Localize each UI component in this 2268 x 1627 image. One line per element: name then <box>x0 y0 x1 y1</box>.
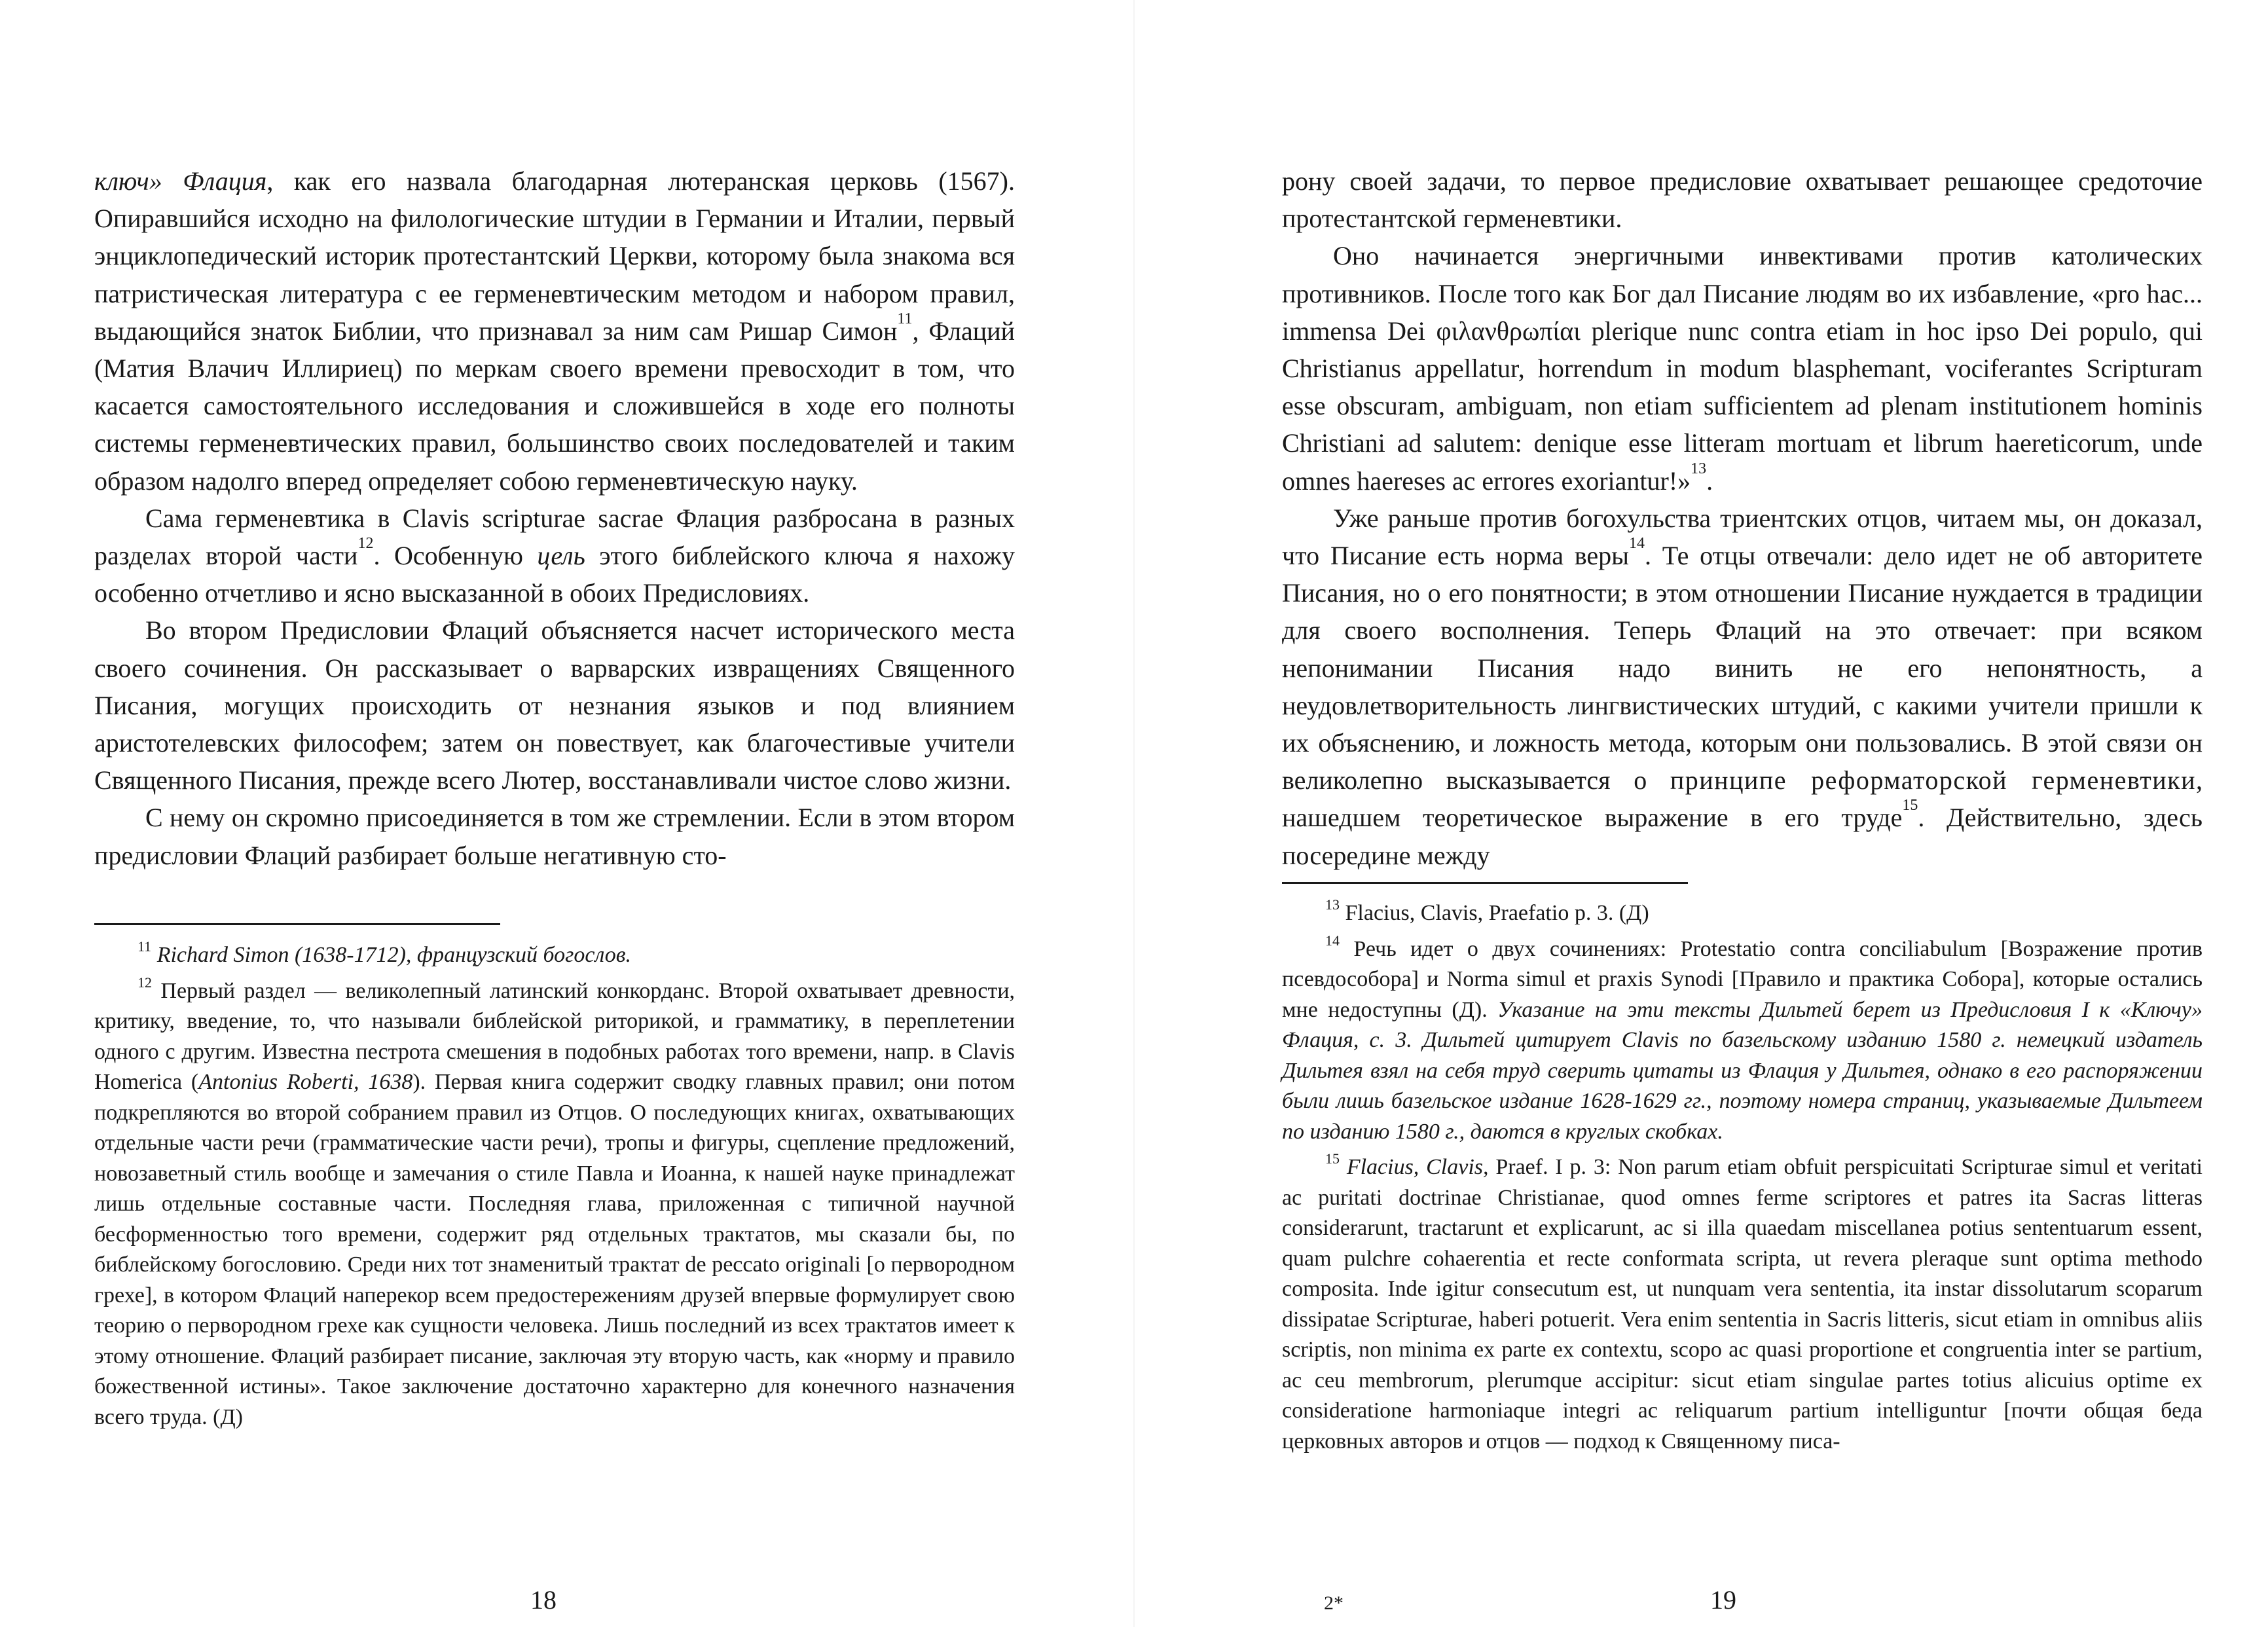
footnote-ref-14[interactable]: 14 <box>1629 535 1645 553</box>
right-paragraph-3: Уже раньше против богохульства триентских отцов, читаем мы, он доказал, что Писание есть норма веры$^{14}$. Те отцы отвечали: дело идет не об авторитете Писания, но о его понятности; в этом отношении Писание нуждается в традиции для своего восполнения. Теперь Флаций на это отвечает: при всяком непонимании Писания надо винить не его непонятность, а неудовлетворительность лингвистических штудий, с какими учители пришли к их объяснению, и ложность метода, которым они пользовались. В этой связи он великолепно высказывается о принципе реформаторской герменевтики, нашедшем теоретическое выражение в его труде$^{15}$. Действительно, здесь посередине между <box>1282 503 2203 870</box>
right-paragraph-1: рону своей задачи, то первое предисловие охватывает решающее средоточие протестантской герменевтики. <box>1282 166 2203 234</box>
left-paragraph-4: С нему он скромно присоединяется в том же стремлении. Если в этом втором предисловии Флаций разбирает больше негативную сто- <box>94 803 1015 870</box>
printer-signature-mark: 2* <box>1324 1592 1344 1614</box>
left-body-text <box>94 162 1015 874</box>
left-footnotes <box>94 940 1015 1438</box>
right-body-text <box>1282 162 2203 874</box>
left-paragraph-1: ключ» Флация, как его назвала благодарная лютеранская церковь (1567). Опиравшийся исходно на филологические штудии в Германии и Италии, первый энциклопедический историк протестантский Церкви, которому была знакома вся патристическая литература с ее герменевтическим методом и набором правил, выдающийся знаток Библии, что признавал за ним сам Ришар Симон$^{11}$, Флаций (Матия Влачич Иллириец) по меркам своего времени превосходит в том, что касается самостоятельного исследования и сложившейся в ходе его полноты системы герменевтических правил, большинство своих последователей и таким образом надолго вперед определяет собою герменевтическую науку. <box>94 166 1015 496</box>
right-footnotes <box>1282 898 2203 1462</box>
footnote-12: $^{12}$ Первый раздел — великолепный латинский конкорданс. Второй охватывает древности, критику, введение, то, что называли библейской риторикой, и грамматику, в переплетении одного с другим. Известна пестрота смешения в подобных работах того времени, напр. в Clavis Homerica (Antonius Roberti, 1638). Первая книга содержит сводку главных правил; они потом подкрепляются во второй собранием правил из Отцов. О последующих книгах, охватывающих отдельные части речи (грамматические части речи), тропы и фигуры, сцепление предложений, новозаветный стиль вообще и замечания о стиле Павла и Иоанна, к нашей науке принадлежат лишь отдельные составные части. Последняя глава, приложенная с типичной научной бесформенностью того времени, содержит ряд отдельных трактатов, мы сказали бы, по библейскому богословию. Среди них тот знаменитый трактат de peccato originali [о первородном грехе], в котором Флаций наперекор всем предостережениям друзей впервые формулирует свою теорию о первородном грехе как сущности человека. Лишь последний из всех трактатов имеет к этому отношение. Флаций разбирает писание, заключая эту вторую часть, как «норму и правило божественной истины». Такое заключение достаточно характерно для конечного назначения всего труда. (Д) <box>94 974 1015 1429</box>
right-footnote-divider <box>1282 882 1688 884</box>
footnote-14: $^{14}$ Речь идет о двух сочинениях: Protestatio contra conciliabulum [Возражение против псевдособора] и Norma simul et praxis Synodi [Правило и практика Собора], которые остались мне недоступны (Д). Указание на эти тексты Дильтей берет из Предисловия I к «Ключу» Флация, с. 3. Дильтей цитирует Clavis по базельскому изданию 1580 г. немецкий издатель Дильтея взял на себя труд сверить цитаты из Флация у Дильтея, однако в его распоряжении были лишь базельское издание 1628-1629 гг., поэтому номера страниц, указываемые Дильтеем по изданию 1580 г., даются в круглых скобках. <box>1282 932 2203 1144</box>
footnote-ref-12[interactable]: 12 <box>357 535 374 553</box>
footnote-ref-11[interactable]: 11 <box>897 310 913 327</box>
page-number-left: 18 <box>530 1585 557 1615</box>
footnote-15: $^{15}$ Flacius, Clavis, Praef. I p. 3: Non parum etiam obfuit perspicuitati Scripturae simul et veritati ac puritati doctrinae Christianae, quod omnes ferme scriptores et patres ita Sacras litteras considerarunt, tractarunt et explicarunt, ac si illa quaedam miscellanea potius sententuarum essent, quam pulchre cohaerentia et recte conformata scripta, ut revera pleraque sunt optima methodo composita. Inde igitur consecutum est, ut nunquam vera sententia, ita instar dissolutarum scoparum dissipatae Scripturae, haberi potuerit. Vera enim sententia in Sacris litteris, sicut etiam in omnibus aliis scriptis, non minima ex parte ex contextu, scopo ac quasi proportione et congruentia inter se partium, ac ceu membrorum, plerumque accipitur: sicut etiam singulae partes totius alicuius optime ex consideratione harmoniaque integri ac reliquarum partium intelliguntur [почти общая беда церковных авторов и отцов — подход к Священному писа- <box>1282 1150 2203 1453</box>
footnote-ref-15[interactable]: 15 <box>1902 797 1918 814</box>
left-footnote-divider <box>94 923 500 925</box>
page-number-right: 19 <box>1710 1585 1736 1615</box>
right-paragraph-2: Оно начинается энергичными инвективами против католических противников. После того как Бог дал Писание людям во их избавление, «pro hac... immensa Dei φιλανθρωπίαι plerique nunc contra etiam in hoc ipso Dei populo, qui Christianus appellatur, horrendum in modum blasphemant, vociferantes Scripturam esse obscuram, ambiguam, non etiam sufficientem ad plenam institutionem hominis Christiani ad salutem: denique esse litteram mortuam et librum haereticorum, unde omnes haereses ac errores exoriantur!»$^{13}$. <box>1282 241 2203 496</box>
left-paragraph-2: Сама герменевтика в Clavis scripturae sacrae Флация разбросана в разных разделах второй части$^{12}$. Особенную цель этого библейского ключа я нахожу особенно отчетливо и ясно высказанной в обоих Предисловиях. <box>94 503 1015 608</box>
footnote-ref-13[interactable]: 13 <box>1691 460 1707 477</box>
footnote-13: $^{13}$ Flacius, Clavis, Praefatio p. 3. (Д) <box>1325 896 1649 925</box>
left-paragraph-3: Во втором Предисловии Флаций объясняется насчет исторического места своего сочинения. Он рассказывает о варварских извращениях Священного Писания, могущих происходить от незнания языков и под влиянием аристотелевских философем; затем он повествует, как благочестивые учители Священного Писания, прежде всего Лютер, восстанавливали чистое слово жизни. <box>94 615 1015 795</box>
footnote-11: $^{11}$ Richard Simon (1638-1712), французский богослов. <box>137 938 631 967</box>
right-page <box>1134 0 2268 1627</box>
